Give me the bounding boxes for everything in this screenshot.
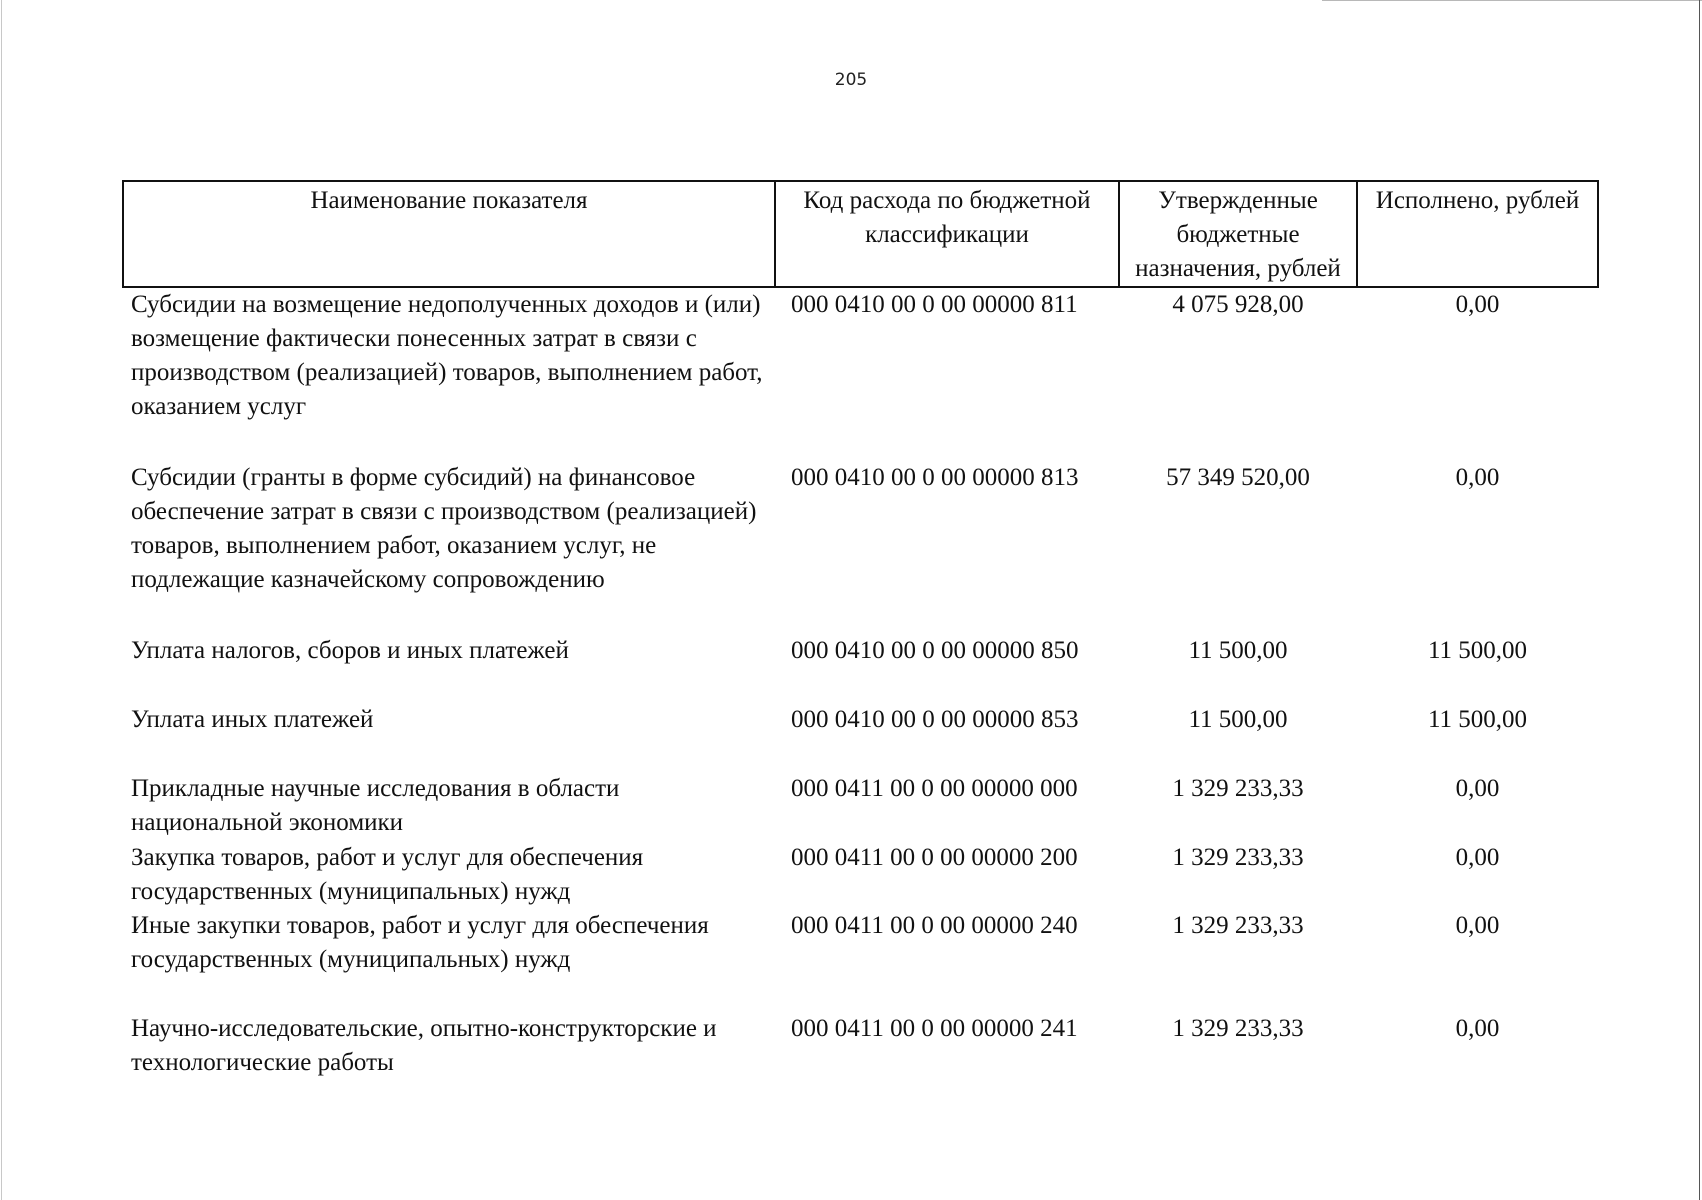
row-indicator-name: Иные закупки товаров, работ и услуг для обеспечения государственных (муниципальных) нужд <box>131 912 709 973</box>
row-approved-amount: 1 329 233,33 <box>1172 1015 1304 1042</box>
row-budget-code: 000 0410 00 0 00 00000 813 <box>791 464 1079 491</box>
table-row <box>123 909 1598 1012</box>
table-row <box>123 287 1598 461</box>
budget-execution-table <box>122 180 1599 1084</box>
row-indicator-name: Закупка товаров, работ и услуг для обеспечения государственных (муниципальных) нужд <box>131 844 644 905</box>
row-executed-amount: 11 500,00 <box>1427 706 1528 733</box>
header-approved-appropriations: Утвержденные бюджетные назначения, рублей <box>1119 181 1357 287</box>
table-row <box>123 1012 1598 1084</box>
table-row <box>123 634 1598 703</box>
row-approved-amount: 1 329 233,33 <box>1172 775 1304 802</box>
row-executed-amount: 11 500,00 <box>1427 637 1528 664</box>
row-approved-amount: 11 500,00 <box>1188 637 1288 664</box>
row-indicator-name: Субсидии (гранты в форме субсидий) на финансовое обеспечение затрат в связи с производством (реализацией) товаров, выполнением работ, оказанием услуг, не подлежащие казначейскому сопровождению <box>131 464 757 593</box>
table-row <box>123 841 1598 909</box>
row-indicator-name: Субсидии на возмещение недополученных доходов и (или) возмещение фактически понесенных затрат в связи с производством (реализацией) товаров, выполнением работ, оказанием услуг <box>131 291 763 420</box>
scan-artifact-left-edge <box>1 0 2 1200</box>
row-budget-code: 000 0411 00 0 00 00000 240 <box>791 912 1078 939</box>
table-row <box>123 703 1598 772</box>
row-approved-amount: 4 075 928,00 <box>1172 291 1304 318</box>
header-row <box>123 181 1598 287</box>
row-approved-amount: 11 500,00 <box>1188 706 1288 733</box>
table-header <box>123 181 1598 287</box>
row-approved-amount: 1 329 233,33 <box>1172 912 1304 939</box>
row-budget-code: 000 0410 00 0 00 00000 811 <box>791 291 1078 318</box>
row-indicator-name: Уплата налогов, сборов и иных платежей <box>131 637 569 664</box>
row-approved-amount: 57 349 520,00 <box>1166 464 1310 491</box>
row-executed-amount: 0,00 <box>1455 291 1500 318</box>
page-number: 205 <box>834 70 868 90</box>
row-executed-amount: 0,00 <box>1455 1015 1500 1042</box>
table-row <box>123 772 1598 841</box>
header-indicator-name: Наименование показателя <box>123 181 775 287</box>
row-budget-code: 000 0411 00 0 00 00000 200 <box>791 844 1078 871</box>
row-budget-code: 000 0411 00 0 00 00000 241 <box>791 1015 1078 1042</box>
table-body <box>123 287 1598 1084</box>
header-budget-code: Код расхода по бюджетной классификации <box>775 181 1119 287</box>
row-indicator-name: Прикладные научные исследования в области национальной экономики <box>131 775 620 836</box>
row-budget-code: 000 0410 00 0 00 00000 853 <box>791 706 1079 733</box>
header-executed-amount: Исполнено, рублей <box>1357 181 1598 287</box>
row-budget-code: 000 0411 00 0 00 00000 000 <box>791 775 1078 802</box>
row-approved-amount: 1 329 233,33 <box>1172 844 1304 871</box>
row-executed-amount: 0,00 <box>1455 775 1500 802</box>
row-executed-amount: 0,00 <box>1455 844 1500 871</box>
row-indicator-name: Научно-исследовательские, опытно-конструкторские и технологические работы <box>131 1015 717 1076</box>
row-budget-code: 000 0410 00 0 00 00000 850 <box>791 637 1079 664</box>
scan-artifact-right-edge <box>1699 0 1700 1200</box>
row-executed-amount: 0,00 <box>1455 912 1500 939</box>
scan-artifact-top-line <box>1322 0 1702 4</box>
row-executed-amount: 0,00 <box>1455 464 1500 491</box>
table-row <box>123 461 1598 634</box>
row-indicator-name: Уплата иных платежей <box>131 706 374 733</box>
